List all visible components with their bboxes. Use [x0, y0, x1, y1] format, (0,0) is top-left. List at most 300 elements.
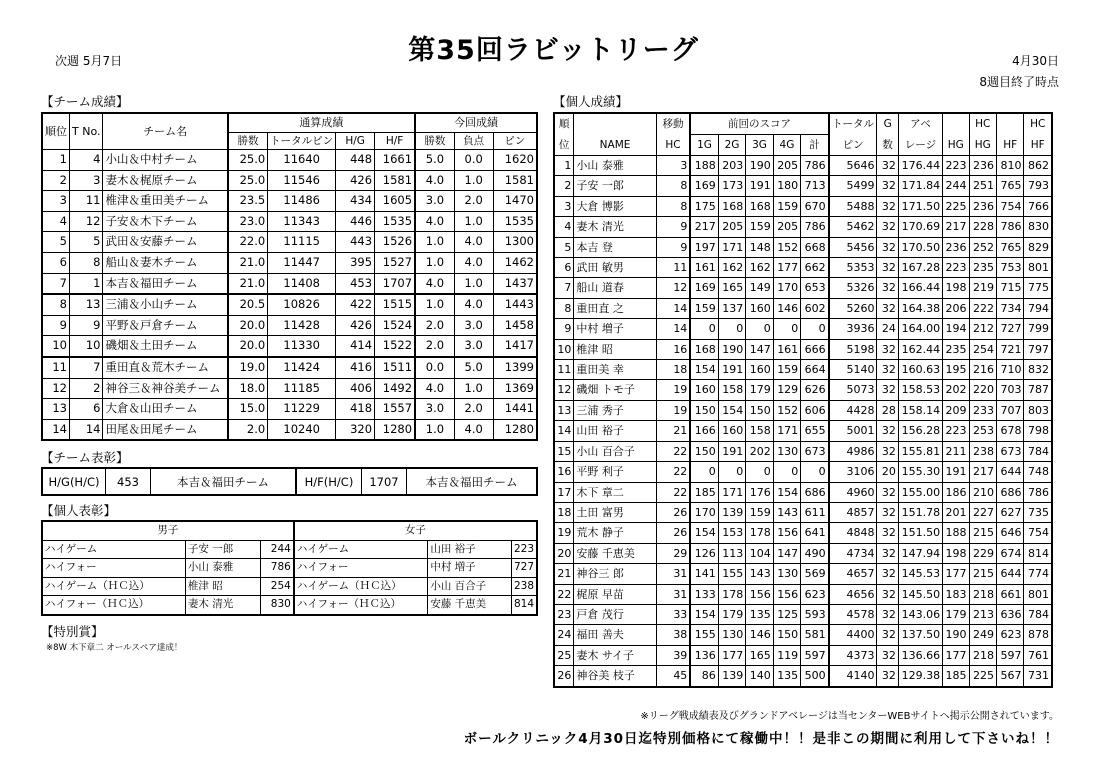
player-hc-high-four: 797 [1024, 339, 1052, 359]
team-row [42, 232, 537, 253]
header-today-wins: 勝数 [415, 133, 454, 150]
header-today-pins: ピン [493, 133, 537, 150]
team-rank: 8 [42, 294, 70, 315]
team-wins: 23.0 [228, 211, 268, 232]
player-total-pins: 4734 [829, 543, 877, 563]
player-hc-high-game: 236 [969, 156, 996, 176]
player-high-game: 190 [943, 625, 969, 645]
team-name: 大倉＆山田チーム [103, 399, 228, 420]
player-name: 船山 道春 [574, 278, 656, 298]
player-row [554, 156, 1052, 176]
player-average: 147.94 [898, 543, 942, 563]
team-hf: 1535 [375, 211, 415, 232]
team-name: 三浦＆小山チーム [103, 294, 228, 315]
team-row [42, 273, 537, 294]
team-hf: 1527 [375, 252, 415, 273]
player-rank: 18 [554, 502, 574, 522]
player-hc-high-game: 217 [969, 462, 996, 482]
player-game-1: 185 [690, 482, 718, 502]
team-wins: 22.0 [228, 232, 268, 253]
team-wins: 20.0 [228, 336, 268, 357]
player-hc: 9 [656, 217, 690, 237]
header-team-no: T No. [70, 113, 103, 150]
player-average: 158.14 [898, 400, 942, 420]
team-rank: 10 [42, 336, 70, 357]
team-number: 6 [70, 399, 103, 420]
team-wins: 2.0 [228, 419, 268, 440]
player-game-2: 113 [718, 543, 745, 563]
player-series-sum: 786 [801, 217, 829, 237]
player-hc: 38 [656, 625, 690, 645]
team-row [42, 211, 537, 232]
team-row [42, 419, 537, 440]
player-hc: 33 [656, 604, 690, 624]
player-high-game: 235 [943, 339, 969, 359]
player-rank: 3 [554, 196, 574, 216]
player-games-count: 32 [877, 176, 898, 196]
team-number: 10 [70, 336, 103, 357]
player-game-2: 155 [718, 564, 745, 584]
award-row [42, 596, 537, 615]
award-hg-value: 453 [106, 468, 151, 495]
player-average: 151.50 [898, 523, 942, 543]
team-today-wins: 1.0 [415, 252, 454, 273]
team-number: 5 [70, 232, 103, 253]
female-category: ハイゲーム [294, 540, 428, 559]
team-row [42, 357, 537, 378]
team-today-wins: 4.0 [415, 211, 454, 232]
player-row [554, 604, 1052, 624]
player-game-4: 129 [773, 380, 800, 400]
player-name: 重田直 之 [574, 298, 656, 318]
award-hf-value: 1707 [362, 468, 407, 495]
player-hc: 29 [656, 543, 690, 563]
team-total-pins: 11546 [268, 170, 336, 191]
team-today-wins: 1.0 [415, 294, 454, 315]
player-average: 143.06 [898, 604, 942, 624]
team-today-wins: 4.0 [415, 273, 454, 294]
player-hc-high-game: 215 [969, 523, 996, 543]
player-name: 武田 敏男 [574, 258, 656, 278]
player-hc-high-four: 761 [1024, 645, 1052, 665]
player-average: 158.53 [898, 380, 942, 400]
player-games-count: 32 [877, 625, 898, 645]
male-value: 254 [261, 577, 294, 596]
player-hc-high-game: 249 [969, 625, 996, 645]
header-name-blank [574, 113, 656, 135]
player-high-game: 223 [943, 421, 969, 441]
player-average: 136.66 [898, 645, 942, 665]
header-rank-1: 順 [554, 113, 574, 135]
team-standings-table [41, 112, 538, 441]
player-hc: 22 [656, 482, 690, 502]
player-row [554, 258, 1052, 278]
player-game-4: 125 [773, 604, 800, 624]
team-today-wins: 0.0 [415, 357, 454, 378]
player-game-2: 190 [718, 339, 745, 359]
female-category: ハイフォー [294, 559, 428, 578]
player-high-four: 765 [996, 237, 1023, 257]
player-average: 151.78 [898, 502, 942, 522]
player-games-count: 32 [877, 645, 898, 665]
team-hg: 416 [336, 357, 375, 378]
male-value: 786 [261, 559, 294, 578]
player-rank: 24 [554, 625, 574, 645]
team-today-losses: 2.0 [454, 191, 493, 212]
team-row [42, 378, 537, 399]
player-high-game: 195 [943, 360, 969, 380]
team-wins: 18.0 [228, 378, 268, 399]
team-number: 14 [70, 419, 103, 440]
player-hc: 12 [656, 278, 690, 298]
team-award-box [41, 467, 538, 496]
player-game-4: 147 [773, 543, 800, 563]
header-wins: 勝数 [228, 133, 268, 150]
player-hc-high-four: 862 [1024, 156, 1052, 176]
player-game-3: 147 [746, 339, 773, 359]
player-hc: 39 [656, 645, 690, 665]
player-name: 妻木 サイ子 [574, 645, 656, 665]
player-name: 本吉 登 [574, 237, 656, 257]
player-average: 129.38 [898, 666, 942, 687]
player-games-count: 32 [877, 421, 898, 441]
player-hc-high-four: 731 [1024, 666, 1052, 687]
team-row [42, 399, 537, 420]
next-week-date: 次週 5月7日 [55, 54, 123, 68]
week-status: 8週目終了時点 [979, 75, 1059, 89]
team-wins: 20.5 [228, 294, 268, 315]
team-rank: 4 [42, 211, 70, 232]
player-games-count: 32 [877, 523, 898, 543]
player-row [554, 543, 1052, 563]
player-name: 妻木 清光 [574, 217, 656, 237]
player-high-four: 754 [996, 196, 1023, 216]
player-game-4: 156 [773, 523, 800, 543]
player-high-game: 198 [943, 278, 969, 298]
player-average: 164.38 [898, 298, 942, 318]
player-rank: 13 [554, 400, 574, 420]
header-games-1: G [877, 113, 898, 135]
player-games-count: 32 [877, 543, 898, 563]
player-rank: 25 [554, 645, 574, 665]
player-average: 145.50 [898, 584, 942, 604]
team-total-pins: 11343 [268, 211, 336, 232]
player-hc-high-game: 222 [969, 298, 996, 318]
header-rank: 順位 [42, 113, 70, 150]
player-game-4: 205 [773, 156, 800, 176]
player-name: 梶原 早苗 [574, 584, 656, 604]
player-average: 170.69 [898, 217, 942, 237]
player-row [554, 625, 1052, 645]
player-total-pins: 5646 [829, 156, 877, 176]
player-game-4: 154 [773, 482, 800, 502]
female-value: 223 [511, 540, 537, 559]
player-hc: 9 [656, 237, 690, 257]
header-g1: 1G [690, 135, 718, 156]
award-hf-team: 本吉＆福田チーム [407, 468, 538, 495]
player-rank: 17 [554, 482, 574, 502]
player-game-4: 177 [773, 258, 800, 278]
player-game-3: 202 [746, 441, 773, 461]
player-rank: 15 [554, 441, 574, 461]
special-award-label: 【特別賞】 [41, 624, 104, 639]
team-today-pins: 1470 [493, 191, 537, 212]
player-hc-high-four: 774 [1024, 564, 1052, 584]
player-name: 山田 裕子 [574, 421, 656, 441]
team-today-wins: 1.0 [415, 419, 454, 440]
team-row [42, 252, 537, 273]
player-rank: 11 [554, 360, 574, 380]
female-value: 814 [511, 596, 537, 615]
player-game-2: 137 [718, 298, 745, 318]
header-rank-2: 位 [554, 135, 574, 156]
team-rank: 3 [42, 191, 70, 212]
player-series-sum: 626 [801, 380, 829, 400]
player-name: 神谷美 枝子 [574, 666, 656, 687]
team-hf: 1515 [375, 294, 415, 315]
player-game-3: 0 [746, 462, 773, 482]
player-row [554, 339, 1052, 359]
player-series-sum: 686 [801, 482, 829, 502]
player-game-2: 168 [718, 196, 745, 216]
team-today-wins: 4.0 [415, 170, 454, 191]
player-name: 平野 利子 [574, 462, 656, 482]
award-row [42, 577, 537, 596]
player-game-3: 143 [746, 564, 773, 584]
player-high-four: 644 [996, 564, 1023, 584]
player-hc-high-game: 219 [969, 278, 996, 298]
team-row [42, 294, 537, 315]
player-games-count: 32 [877, 196, 898, 216]
player-games-count: 32 [877, 666, 898, 687]
player-game-3: 165 [746, 645, 773, 665]
player-hc-high-game: 220 [969, 380, 996, 400]
team-award-label: 【チーム表彰】 [41, 450, 129, 465]
player-hc: 26 [656, 523, 690, 543]
player-high-four: 661 [996, 584, 1023, 604]
player-row [554, 380, 1052, 400]
player-game-4: 159 [773, 360, 800, 380]
player-hc-high-four: 878 [1024, 625, 1052, 645]
team-today-pins: 1437 [493, 273, 537, 294]
player-total-pins: 4400 [829, 625, 877, 645]
team-name: 船山＆妻木チーム [103, 252, 228, 273]
male-name: 椎津 昭 [185, 577, 260, 596]
player-hc: 18 [656, 360, 690, 380]
player-high-four: 674 [996, 543, 1023, 563]
player-average: 164.00 [898, 319, 942, 339]
player-hc: 45 [656, 666, 690, 687]
player-game-4: 0 [773, 462, 800, 482]
player-row [554, 400, 1052, 420]
player-game-3: 148 [746, 237, 773, 257]
player-high-game: 206 [943, 298, 969, 318]
player-series-sum: 786 [801, 156, 829, 176]
footnote: ※リーグ戦成績表及びグランドアベレージは当センターWEBサイトへ掲示公開されています。 [640, 711, 1059, 722]
player-hc-high-four: 801 [1024, 258, 1052, 278]
player-total-pins: 4848 [829, 523, 877, 543]
player-hc-high-four: 775 [1024, 278, 1052, 298]
team-rank: 14 [42, 419, 70, 440]
male-value: 244 [261, 540, 294, 559]
player-game-2: 139 [718, 502, 745, 522]
player-hc-high-game: 229 [969, 543, 996, 563]
header-avg-2: レージ [898, 135, 942, 156]
player-high-game: 201 [943, 502, 969, 522]
player-hc-high-four: 794 [1024, 298, 1052, 318]
player-hc-high-four: 799 [1024, 319, 1052, 339]
player-hc: 16 [656, 339, 690, 359]
promo-banner: ボールクリニック4月30日迄特別価格にて稼働中！！是非この期間に利用して下さいね！！ [463, 731, 1059, 747]
player-high-game: 183 [943, 584, 969, 604]
header-hg-blank [943, 113, 969, 135]
player-high-game: 202 [943, 380, 969, 400]
player-high-game: 177 [943, 645, 969, 665]
player-average: 156.28 [898, 421, 942, 441]
report-date: 4月30日 [1012, 54, 1059, 68]
team-number: 13 [70, 294, 103, 315]
player-name: 重田美 幸 [574, 360, 656, 380]
team-name: 子安＆木下チーム [103, 211, 228, 232]
team-rank: 11 [42, 357, 70, 378]
header-total-pins: トータルピン [268, 133, 336, 150]
player-hc-high-game: 218 [969, 584, 996, 604]
player-high-game: 236 [943, 237, 969, 257]
player-rank: 1 [554, 156, 574, 176]
player-hc: 26 [656, 502, 690, 522]
player-rank: 6 [554, 258, 574, 278]
player-hc-high-four: 793 [1024, 176, 1052, 196]
player-games-count: 32 [877, 441, 898, 461]
player-game-2: 160 [718, 421, 745, 441]
player-games-count: 32 [877, 482, 898, 502]
team-total-pins: 11447 [268, 252, 336, 273]
player-hc-high-four: 801 [1024, 584, 1052, 604]
player-game-1: 150 [690, 400, 718, 420]
player-rank: 21 [554, 564, 574, 584]
player-game-3: 0 [746, 319, 773, 339]
player-name: 福田 善夫 [574, 625, 656, 645]
player-hc-high-game: 225 [969, 666, 996, 687]
team-today-pins: 1441 [493, 399, 537, 420]
team-row [42, 191, 537, 212]
player-hc-high-game: 252 [969, 237, 996, 257]
player-average: 155.81 [898, 441, 942, 461]
player-series-sum: 713 [801, 176, 829, 196]
female-category: ハイフォー（ＨＣ込） [294, 596, 428, 615]
player-hc: 14 [656, 298, 690, 318]
player-hc: 14 [656, 319, 690, 339]
team-number: 2 [70, 378, 103, 399]
team-wins: 15.0 [228, 399, 268, 420]
player-high-game: 223 [943, 156, 969, 176]
player-hc-high-four: 754 [1024, 523, 1052, 543]
team-row [42, 336, 537, 357]
player-total-pins: 5260 [829, 298, 877, 318]
player-high-four: 644 [996, 462, 1023, 482]
header-games-2: 数 [877, 135, 898, 156]
player-rank: 26 [554, 666, 574, 687]
player-name: 木下 章二 [574, 482, 656, 502]
player-total-pins: 5499 [829, 176, 877, 196]
player-high-four: 646 [996, 523, 1023, 543]
team-name: 重田直＆荒木チーム [103, 357, 228, 378]
team-rank: 13 [42, 399, 70, 420]
team-hf: 1707 [375, 273, 415, 294]
team-section-label: 【チーム成績】 [41, 94, 129, 109]
player-game-4: 152 [773, 237, 800, 257]
team-hg: 453 [336, 273, 375, 294]
header-today-group: 今回成績 [415, 113, 537, 133]
team-total-pins: 10826 [268, 294, 336, 315]
player-hc-high-game: 212 [969, 319, 996, 339]
female-name: 小山 百合子 [428, 577, 512, 596]
player-row [554, 176, 1052, 196]
player-game-1: 217 [690, 217, 718, 237]
team-rank: 6 [42, 252, 70, 273]
team-hg: 422 [336, 294, 375, 315]
team-today-losses: 3.0 [454, 336, 493, 357]
player-game-1: 133 [690, 584, 718, 604]
player-row [554, 217, 1052, 237]
team-hf: 1557 [375, 399, 415, 420]
team-hf: 1280 [375, 419, 415, 440]
team-number: 4 [70, 150, 103, 171]
team-hg: 426 [336, 170, 375, 191]
player-hc-high-game: 227 [969, 502, 996, 522]
player-games-count: 24 [877, 319, 898, 339]
player-games-count: 32 [877, 380, 898, 400]
team-total-pins: 11486 [268, 191, 336, 212]
player-high-game: 223 [943, 258, 969, 278]
team-hf: 1526 [375, 232, 415, 253]
team-rank: 5 [42, 232, 70, 253]
team-today-losses: 1.0 [454, 170, 493, 191]
header-g3: 3G [746, 135, 773, 156]
team-number: 7 [70, 357, 103, 378]
player-total-pins: 4373 [829, 645, 877, 665]
player-hc: 19 [656, 380, 690, 400]
team-hf: 1605 [375, 191, 415, 212]
player-series-sum: 490 [801, 543, 829, 563]
player-total-pins: 4578 [829, 604, 877, 624]
player-game-4: 150 [773, 625, 800, 645]
header-g2: 2G [718, 135, 745, 156]
player-total-pins: 3106 [829, 462, 877, 482]
player-game-4: 130 [773, 441, 800, 461]
player-hc-high-four: 803 [1024, 400, 1052, 420]
player-game-4: 159 [773, 196, 800, 216]
team-name: 妻木＆梶原チーム [103, 170, 228, 191]
player-average: 155.30 [898, 462, 942, 482]
header-hg: HG [943, 135, 969, 156]
player-high-game: 217 [943, 217, 969, 237]
player-game-3: 160 [746, 360, 773, 380]
male-category: ハイフォー [42, 559, 185, 578]
player-series-sum: 597 [801, 645, 829, 665]
header-move: 移動 [656, 113, 690, 135]
player-rank: 9 [554, 319, 574, 339]
award-hf-label: H/F(H/C) [296, 468, 362, 495]
player-games-count: 32 [877, 604, 898, 624]
player-hc: 21 [656, 421, 690, 441]
male-name: 小山 泰雅 [185, 559, 260, 578]
player-game-3: 158 [746, 421, 773, 441]
player-name: 大倉 博影 [574, 196, 656, 216]
player-game-1: 197 [690, 237, 718, 257]
player-game-2: 162 [718, 258, 745, 278]
team-today-pins: 1369 [493, 378, 537, 399]
